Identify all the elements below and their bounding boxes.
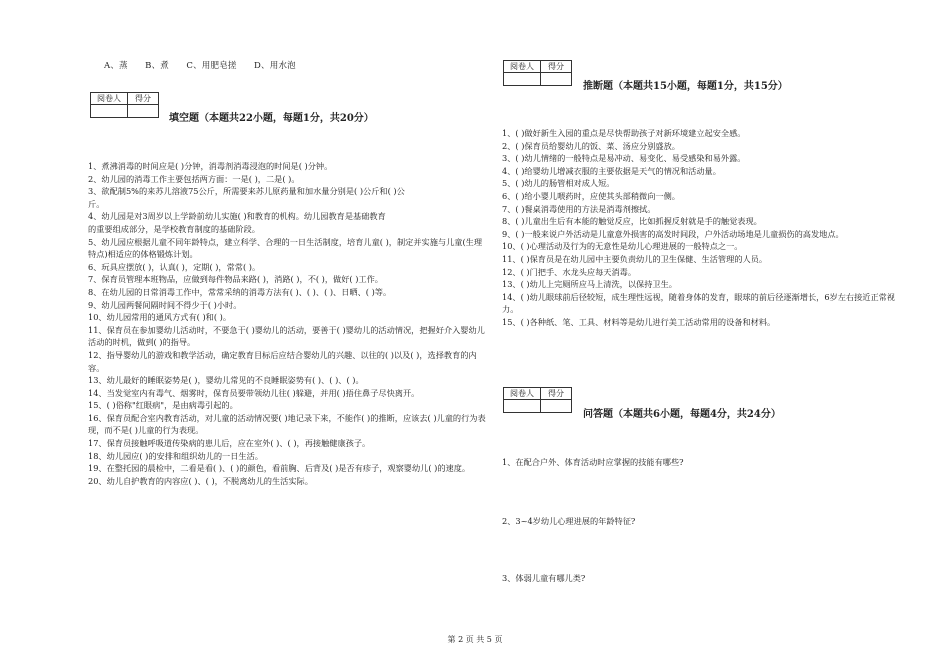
judge-line: 10、( )心理活动及行为的无意性是幼儿心理进展的一般特点之一。: [502, 241, 743, 252]
fill-line: 5、幼儿园应根据儿童不同年龄特点，建立科学、合理的一日生活制度，培育儿童( )，制定并实施与儿童(生理特点)相适应的体格锻炼计划。: [88, 236, 483, 260]
fill-line: 18、幼儿园应( )的安排和组织幼儿的一日生活。: [88, 450, 263, 461]
fill-questions: [88, 160, 490, 487]
score-box-qa: [503, 387, 572, 413]
fill-line: 12、指导婴幼儿的游戏和教学活动，确定教育目标后应结合婴幼儿的兴趣、以往的( )以及( )，选择教育的内容。: [88, 349, 477, 373]
judge-line: 4、( )给婴幼儿增减衣服的主要依据是天气的情况和活动量。: [502, 165, 721, 176]
qa-question-2: 2、3~4岁幼儿心理进展的年龄特征?: [502, 516, 636, 526]
grader-cell[interactable]: [504, 73, 541, 86]
fill-line: 20、幼儿自护教育的内容应( )、( )，不脱离幼儿的生活实际。: [88, 475, 313, 486]
grader-label: 阅卷人: [504, 388, 541, 400]
score-cell[interactable]: [541, 400, 572, 413]
judge-line: 11、( )保育员是在幼儿园中主要负责幼儿的卫生保健、生活管理的人员。: [502, 253, 768, 264]
judge-line: 5、( )幼儿的肠管相对成人短。: [502, 178, 615, 189]
page-footer: 第 2 页 共 5 页: [447, 635, 503, 644]
grader-label: 阅卷人: [504, 61, 541, 73]
score-label: 得分: [541, 61, 572, 73]
fill-line: 11、保育员在参加婴幼儿活动时，不要急于( )婴幼儿的活动，要善于( )婴幼儿的活动情况，把握好介入婴幼儿活动的时机，做到( )的指导。: [88, 324, 485, 348]
fill-line: 的重要组成部分，是学校教育制度的基础阶段。: [88, 223, 260, 234]
fill-line: 斤。: [88, 198, 105, 209]
judge-line: 9、( )一般来说户外活动是儿童意外损害的高发时间段，户外活动场地是儿童损伤的高发地点。: [502, 228, 844, 239]
grader-label: 阅卷人: [91, 93, 128, 105]
judge-line: 6、( )给小婴儿喂药时，应使其头部稍微向一侧。: [502, 190, 680, 201]
qa-question-1: 1、在配合户外、体育活动时应掌握的技能有哪些?: [502, 457, 684, 467]
judge-section-title: 推断题（本题共15小题，每题1分，共15分）: [583, 81, 788, 92]
fill-line: 2、幼儿园的消毒工作主要包括两方面：一是( )，二是( )。: [88, 173, 300, 184]
options-line: A、蒸 B、煮 C、用肥皂搓 D、用水泡: [104, 61, 296, 71]
qa-section-title: 问答题（本题共6小题，每题4分，共24分）: [583, 409, 781, 420]
fill-line: 19、在整托园的晨检中，二看是看( )、( )的颜色，看前胸、后背及( )是否有疹子，观察婴幼儿( )的速度。: [88, 463, 471, 474]
fill-line: 15、( )俗称"红眼病"，是由病毒引起的。: [88, 400, 238, 411]
score-box-fill: [90, 92, 159, 118]
judge-line: 13、( )幼儿上完厕所应马上清洗，以保持卫生。: [502, 279, 677, 290]
judge-questions: [502, 127, 902, 329]
grader-cell[interactable]: [91, 105, 128, 118]
fill-line: 7、保育员管理本班物品，应做到每件物品来路( )，消路( )，不( )，做好( )工作。: [88, 274, 383, 285]
judge-line: 3、( )幼儿情绪的一般特点是易冲动、易变化、易受感染和易外露。: [502, 153, 746, 164]
fill-line: 1、煮沸消毒的时间应是( )分钟，消毒剂消毒浸泡的时间是( )分钟。: [88, 161, 333, 171]
fill-line: 3、欲配制5%的来苏儿溶液75公斤，所需要来苏儿原药量和加水量分别是( )公斤和( )公: [88, 186, 405, 197]
score-cell[interactable]: [541, 73, 572, 86]
score-cell[interactable]: [128, 105, 159, 118]
fill-line: 14、当发觉室内有毒气、烟雾时，保育员要带领幼儿往( )躲避，并用( )捂住鼻子尽快离开。: [88, 387, 420, 398]
score-box-judge: [503, 60, 572, 86]
fill-section-title: 填空题（本题共22小题，每题1分，共20分）: [169, 113, 374, 124]
fill-line: 10、幼儿园常用的通风方式有( )和( )。: [88, 312, 232, 323]
score-label: 得分: [128, 93, 159, 105]
judge-line: 7、( )餐桌消毒使用的方法是消毒剂擦拭。: [502, 203, 656, 214]
fill-line: 4、幼儿园是对3周岁以上学龄前幼儿实施( )和教育的机构。幼儿园教育是基础教育: [88, 211, 386, 222]
fill-line: 6、玩具应摆放( )，认真( )，定期( )，常常( )。: [88, 261, 261, 272]
judge-line: 12、( )门把手、水龙头应每天消毒。: [502, 266, 637, 277]
fill-line: 16、保育员配合室内教育活动，对儿童的活动情况要( )地记录下来，不能作( )的推断，应该去( )儿童的行为表现，而不是( )儿童的行为表现。: [88, 412, 486, 436]
qa-question-3: 3、体弱儿童有哪儿类?: [502, 573, 586, 583]
fill-line: 8、在幼儿园的日常消毒工作中，常常采纳的消毒方法有( )、( )、( )、日晒、( )等。: [88, 286, 392, 297]
judge-line: 2、( )保育员给婴幼儿的饭、菜、汤应分别盛放。: [502, 140, 680, 151]
fill-line: 9、幼儿园两餐间隔时间不得少于( )小时。: [88, 299, 242, 310]
fill-line: 17、保育员接触呼吸道传染病的患儿后，应在室外( )、( )，再接触健康孩子。: [88, 438, 371, 449]
judge-line: 15、( )各种纸、笔、工具、材料等是幼儿进行美工活动常用的设备和材料。: [502, 316, 776, 327]
fill-line: 13、幼儿最好的睡眠姿势是( )，婴幼儿常见的不良睡眠姿势有( )、( )、( )。: [88, 375, 364, 386]
score-label: 得分: [541, 388, 572, 400]
judge-line: 8、( )儿童出生后有本能的触觉反应，比如抓握反射就是手的触觉表现。: [502, 216, 762, 227]
judge-line: 1、( )做好新生入园的重点是尽快帮助孩子对新环境建立起安全感。: [502, 128, 746, 138]
grader-cell[interactable]: [504, 400, 541, 413]
judge-line: 14、( )幼儿眼球前后径较短，成生理性远视，随着身体的发育，眼球的前后径逐渐增长，6岁左右接近正常视力。: [502, 291, 896, 315]
